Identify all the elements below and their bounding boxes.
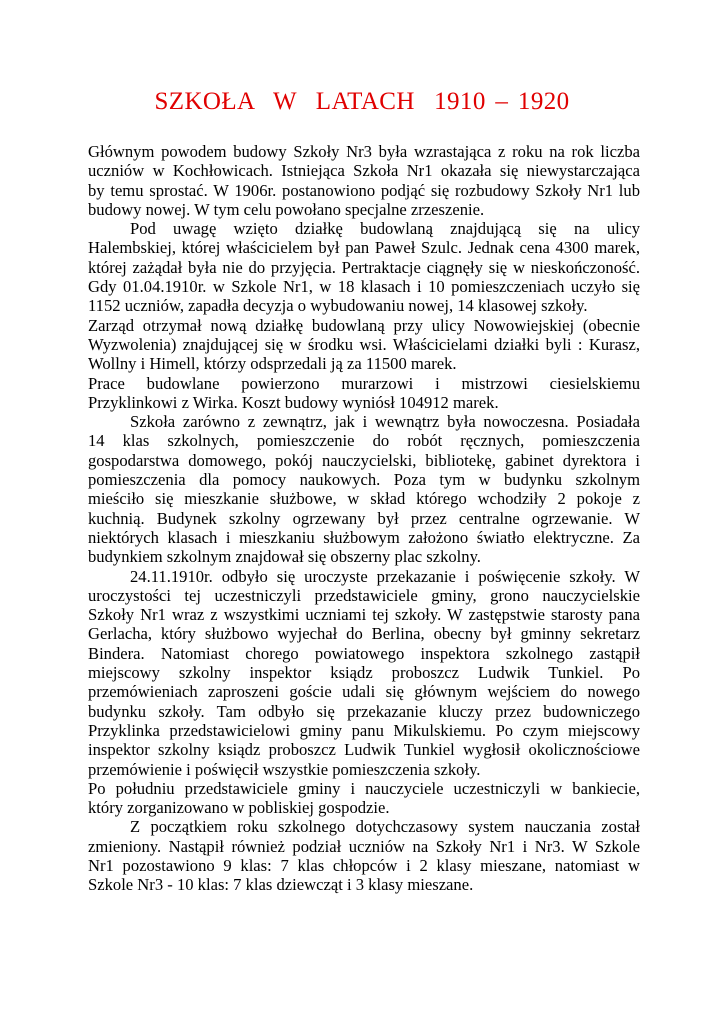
text-line: Gerlacha, który służbowo wyjechał do Berlina, obecny był gminny sekretarz [88, 624, 640, 644]
text-line: by temu sprostać. W 1906r. postanowiono podjąć się rozbudowy Szkoły Nr1 lub [88, 180, 640, 200]
paragraph [88, 779, 640, 818]
text-line: Bindera. Natomiast chorego powiatowego inspektora szkolnego zastąpił [88, 643, 640, 663]
document-body [88, 142, 640, 895]
paragraph [88, 412, 640, 566]
text-line: Szkoły Nr1 wraz z wszystkimi uczniami tej szkoły. W zastępstwie starosty pana [88, 605, 640, 625]
text-line: której zażądał była nie do przyjęcia. Pertraktacje ciągnęły się w nieskończoność. [88, 257, 640, 277]
paragraph [88, 142, 640, 219]
text-line: Nr1 pozostawiono 9 klas: 7 klas chłopców i 2 klasy mieszane, natomiast w [88, 855, 640, 875]
text-line: 14 klas szkolnych, pomieszczenie do robót ręcznych, pomieszczenia [88, 431, 640, 451]
text-line: Głównym powodem budowy Szkoły Nr3 była wzrastająca z roku na rok liczba [88, 142, 640, 161]
page-title: SZKOŁA W LATACH 1910 – 1920 [154, 88, 570, 115]
text-line: inspektor szkolny ksiądz proboszcz Ludwik Tunkiel wygłosił okolicznościowe [88, 740, 640, 760]
text-line: Gdy 01.04.1910r. w Szkole Nr1, w 18 klasach i 10 pomieszczeniach uczyło się [88, 277, 640, 297]
text-line: Halembskiej, której właścicielem był pan Paweł Szulc. Jednak cena 4300 marek, [88, 238, 640, 258]
paragraph [88, 374, 640, 413]
text-line: Po południu przedstawiciele gminy i nauczyciele uczestniczyli w bankiecie, [88, 778, 640, 798]
text-line: 24.11.1910r. odbyło się uroczyste przekazanie i poświęcenie szkoły. W [130, 566, 640, 586]
paragraph [88, 567, 640, 779]
text-line: zmieniony. Nastąpił również podział uczniów na Szkoły Nr1 i Nr3. W Szkole [88, 836, 640, 856]
text-line: Szkole Nr3 - 10 klas: 7 klas dziewcząt i 3 klasy mieszane. [88, 875, 474, 895]
text-line: Prace budowlane powierzono murarzowi i mistrzowi ciesielskiemu [88, 373, 640, 393]
text-line: budynkiem szkolnym znajdował się obszerny plac szkolny. [88, 547, 481, 567]
text-line: kuchnią. Budynek szkolny ogrzewany był przez centralne ogrzewanie. W [88, 508, 640, 528]
text-line: Przyklinka przedstawicielowi gminy panu Mikulskiemu. Po czym miejscowy [88, 720, 640, 740]
text-line: uroczystości tej uczestniczyli przedstawiciele gminy, grono nauczycielskie [88, 585, 640, 605]
text-line: gospodarstwa domowego, pokój nauczycielski, bibliotekę, gabinet dyrektora i [88, 450, 640, 470]
text-line: Zarząd otrzymał nową działkę budowlaną przy ulicy Nowowiejskiej (obecnie [88, 315, 640, 335]
text-line: Pod uwagę wzięto działkę budowlaną znajdującą się na ulicy [130, 219, 640, 239]
paragraph [88, 219, 640, 315]
paragraph [88, 316, 640, 374]
text-line: 1152 uczniów, zapadła decyzja o wybudowaniu nowej, 14 klasowej szkoły. [88, 296, 588, 316]
text-line: który zorganizowano w pobliskiej gospodzie. [88, 798, 390, 818]
text-line: Z początkiem roku szkolnego dotychczasowy system nauczania został [130, 817, 640, 837]
text-line: niektórych klasach i mieszkaniu służbowym założono światło elektryczne. Za [88, 527, 640, 547]
text-line: przemówieniach zaproszeni goście udali się głównym wejściem do nowego [88, 682, 640, 702]
text-line: Przyklinkowi z Wirka. Koszt budowy wyniósł 104912 marek. [88, 392, 499, 412]
text-line: Wyzwolenia) znajdującej się w środku wsi. Właścicielami działki byli : Kurasz, [88, 334, 640, 354]
text-line: przemówienie i poświęcił wszystkie pomieszczenia szkoły. [88, 759, 481, 779]
paragraph [88, 817, 640, 894]
text-line: budynku szkoły. Tam odbyło się przekazanie kluczy przez budowniczego [88, 701, 640, 721]
text-line: budowy nowej. W tym celu powołano specjalne zrzeszenie. [88, 199, 485, 219]
text-line: uczniów w Kochłowicach. Istniejąca Szkoła Nr1 okazała się niewystarczająca [88, 161, 640, 181]
text-line: Szkoła zarówno z zewnątrz, jak i wewnątrz była nowoczesna. Posiadała [130, 412, 640, 432]
text-line: Wollny i Himell, którzy odsprzedali ją za 11500 marek. [88, 354, 457, 374]
text-line: miejscowy szkolny inspektor ksiądz proboszcz Ludwik Tunkiel. Po [88, 663, 640, 683]
text-line: mieściło się mieszkanie służbowe, w skład którego wchodziły 2 pokoje z [88, 489, 640, 509]
text-line: pomieszczenia dla pomocy naukowych. Poza tym w budynku szkolnym [88, 470, 640, 490]
